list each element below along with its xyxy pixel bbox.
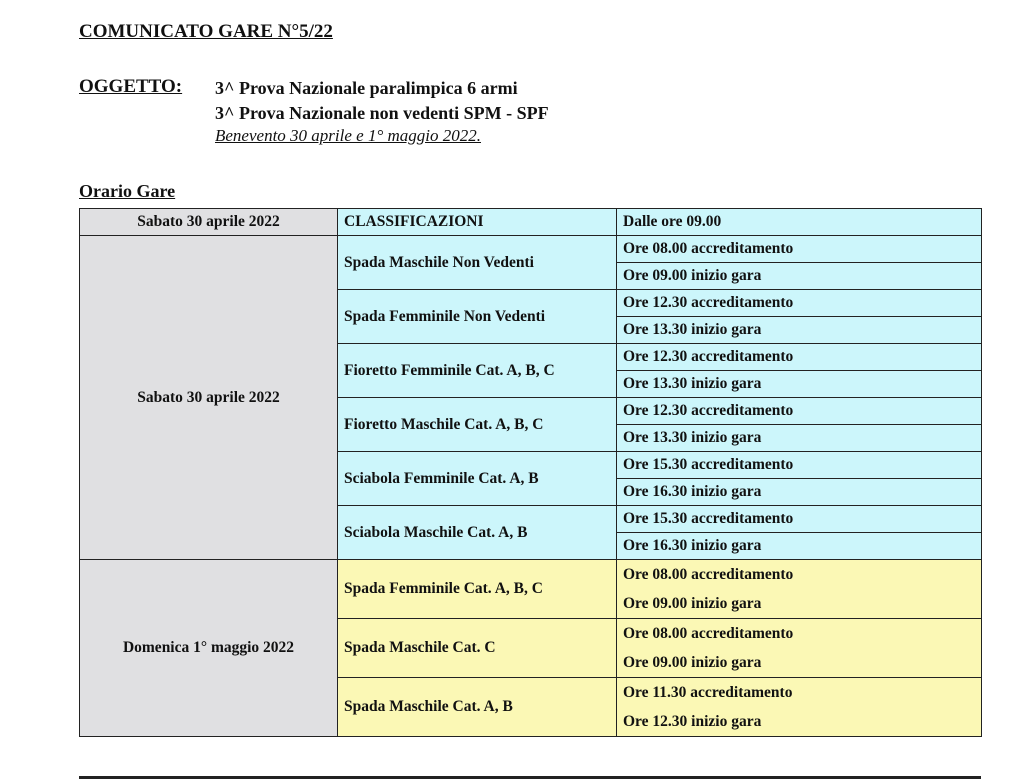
event-cell: Fioretto Maschile Cat. A, B, C [338,398,617,452]
schedule-table [79,208,982,737]
accreditamento-cell: Ore 15.30 accreditamento [617,506,982,533]
event-cell: Sciabola Maschile Cat. A, B [338,506,617,560]
table-row [80,236,982,263]
inizio-gara-cell: Ore 16.30 inizio gara [617,533,982,560]
table-row [80,560,982,590]
orario-gare-heading: Orario Gare [79,181,176,201]
inizio-gara-cell: Ore 13.30 inizio gara [617,317,982,344]
accreditamento-cell: Ore 08.00 accreditamento [617,560,982,590]
inizio-gara-cell: Ore 16.30 inizio gara [617,479,982,506]
event-cell: Spada Maschile Cat. C [338,619,617,678]
header-day-cell: Sabato 30 aprile 2022 [80,209,338,236]
event-cell: Spada Femminile Non Vedenti [338,290,617,344]
inizio-gara-cell: Ore 09.00 inizio gara [617,648,982,678]
accreditamento-cell: Ore 08.00 accreditamento [617,619,982,649]
oggetto-line-3: Benevento 30 aprile e 1° maggio 2022. [215,126,481,145]
header-time-cell: Dalle ore 09.00 [617,209,982,236]
document-title: COMUNICATO GARE N°5/22 [79,21,333,42]
table-header-row [80,209,982,236]
accreditamento-cell: Ore 11.30 accreditamento [617,678,982,708]
accreditamento-cell: Ore 15.30 accreditamento [617,452,982,479]
inizio-gara-cell: Ore 13.30 inizio gara [617,371,982,398]
domenica-day-cell: Domenica 1° maggio 2022 [80,560,338,737]
oggetto-line-1: 3^ Prova Nazionale paralimpica 6 armi [215,78,518,98]
event-cell: Sciabola Femminile Cat. A, B [338,452,617,506]
event-cell: Spada Maschile Non Vedenti [338,236,617,290]
inizio-gara-cell: Ore 09.00 inizio gara [617,589,982,619]
inizio-gara-cell: Ore 13.30 inizio gara [617,425,982,452]
header-classificazioni-cell: CLASSIFICAZIONI [338,209,617,236]
sabato-day-cell: Sabato 30 aprile 2022 [80,236,338,560]
accreditamento-cell: Ore 12.30 accreditamento [617,344,982,371]
event-cell: Spada Maschile Cat. A, B [338,678,617,737]
oggetto-line-2: 3^ Prova Nazionale non vedenti SPM - SPF [215,103,549,123]
oggetto-label: OGGETTO: [79,76,183,97]
event-cell: Fioretto Femminile Cat. A, B, C [338,344,617,398]
accreditamento-cell: Ore 12.30 accreditamento [617,290,982,317]
inizio-gara-cell: Ore 12.30 inizio gara [617,707,982,737]
accreditamento-cell: Ore 08.00 accreditamento [617,236,982,263]
table-bottom-rule [79,776,981,779]
accreditamento-cell: Ore 12.30 accreditamento [617,398,982,425]
inizio-gara-cell: Ore 09.00 inizio gara [617,263,982,290]
event-cell: Spada Femminile Cat. A, B, C [338,560,617,619]
